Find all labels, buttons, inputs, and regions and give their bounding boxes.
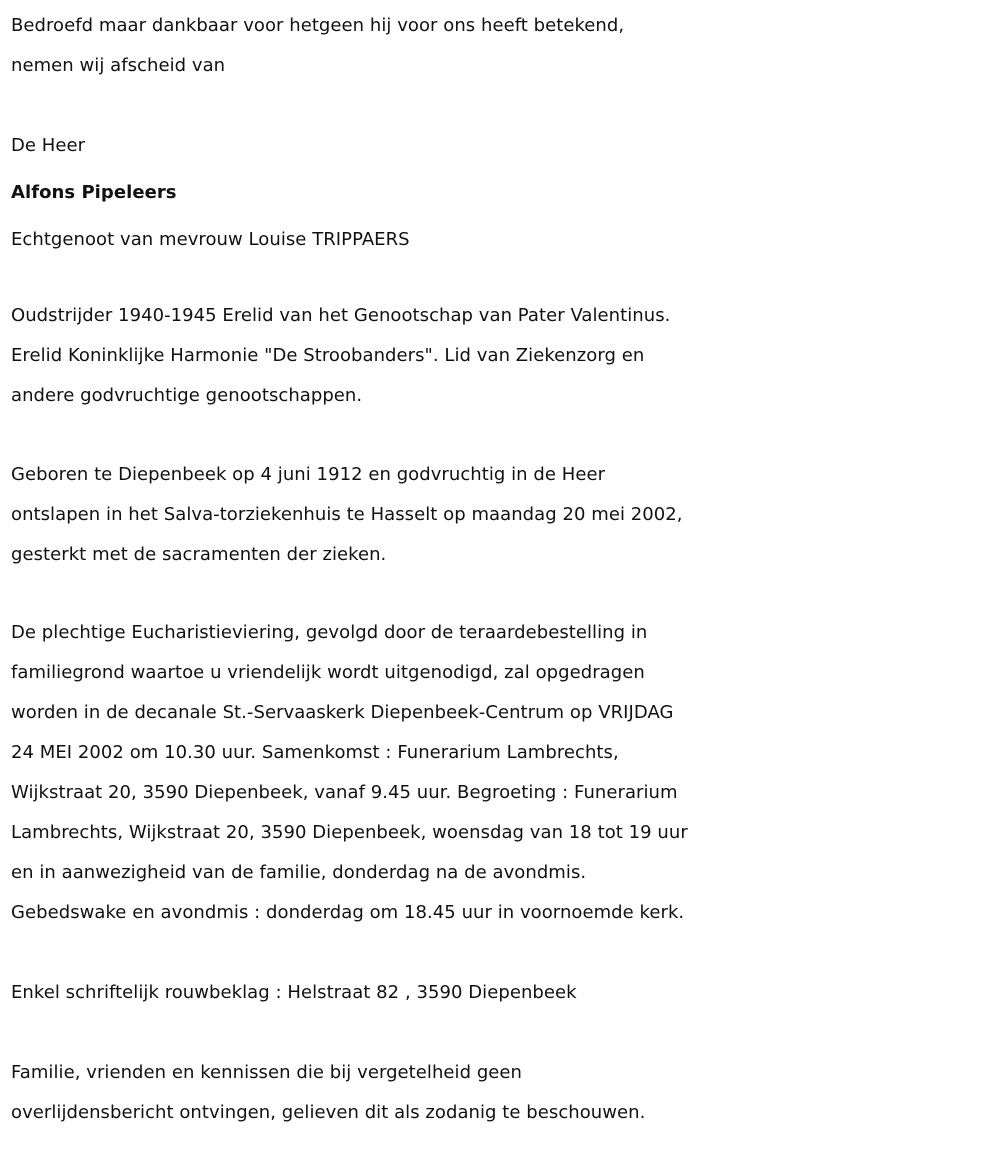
ceremony-line: 24 MEI 2002 om 10.30 uur. Samenkomst : Funerarium Lambrechts, [11,742,619,763]
obituary-notice [11,6,996,1133]
birth-death-paragraph [11,455,996,575]
honors-paragraph [11,296,996,416]
closing-line: overlijdensbericht ontvingen, gelieven dit als zodanig te beschouwen. [11,1102,646,1123]
deceased-name: Alfons Pipeleers [11,182,177,203]
closing-paragraph [11,1053,996,1133]
ceremony-paragraph [11,613,996,933]
paragraph-spacer [11,86,996,126]
ceremony-line: De plechtige Eucharistieviering, gevolgd door de teraardebestelling in [11,622,648,643]
birth-death-line: gesterkt met de sacramenten der zieken. [11,544,387,565]
ceremony-line: en in aanwezigheid van de familie, donderdag na de avondmis. [11,862,587,883]
honors-line: Erelid Koninklijke Harmonie "De Stroobanders". Lid van Ziekenzorg en [11,345,645,366]
closing-line: Familie, vrienden en kennissen die bij vergetelheid geen [11,1062,523,1083]
ceremony-line: familiegrond waartoe u vriendelijk wordt uitgenodigd, zal opgedragen [11,662,645,683]
deceased-block [11,126,996,260]
deceased-title: De Heer [11,135,86,156]
honors-line: Oudstrijder 1940-1945 Erelid van het Genootschap van Pater Valentinus. [11,305,671,326]
birth-death-line: ontslapen in het Salva-torziekenhuis te Hasselt op maandag 20 mei 2002, [11,504,683,525]
condolence-paragraph [11,973,996,1013]
condolence-line: Enkel schriftelijk rouwbeklag : Helstraat 82 , 3590 Diepenbeek [11,982,577,1003]
ceremony-line: Gebedswake en avondmis : donderdag om 18.45 uur in voornoemde kerk. [11,902,685,923]
intro-line: Bedroefd maar dankbaar voor hetgeen hij voor ons heeft betekend, [11,15,625,36]
ceremony-line: Lambrechts, Wijkstraat 20, 3590 Diepenbeek, woensdag van 18 tot 19 uur [11,822,688,843]
honors-line: andere godvruchtige genootschappen. [11,385,363,406]
intro-line: nemen wij afscheid van [11,55,226,76]
intro-paragraph [11,6,996,86]
deceased-spouse: Echtgenoot van mevrouw Louise TRIPPAERS [11,229,410,250]
ceremony-line: worden in de decanale St.-Servaaskerk Diepenbeek-Centrum op VRIJDAG [11,702,674,723]
birth-death-line: Geboren te Diepenbeek op 4 juni 1912 en godvruchtig in de Heer [11,464,606,485]
ceremony-line: Wijkstraat 20, 3590 Diepenbeek, vanaf 9.45 uur. Begroeting : Funerarium [11,782,678,803]
